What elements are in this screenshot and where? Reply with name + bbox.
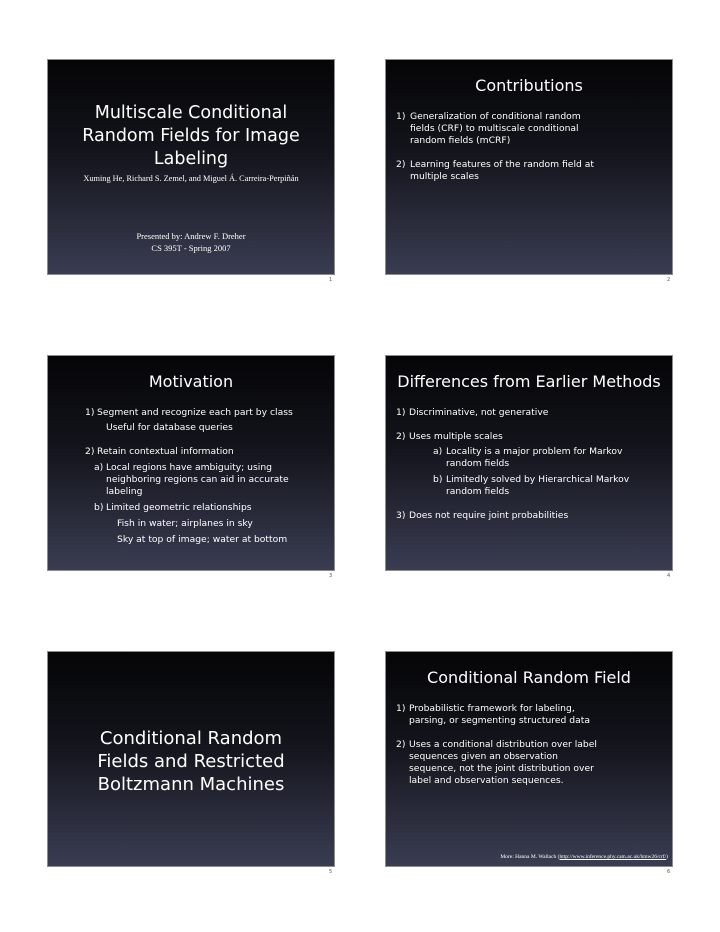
- item-label: 2): [396, 739, 406, 750]
- item-line: random fields (mCRF): [410, 135, 511, 146]
- item-label: 3): [396, 510, 406, 521]
- slide-3: [47, 355, 335, 571]
- item-line: Generalization of conditional random: [410, 111, 581, 122]
- item-label: 1): [396, 407, 406, 418]
- slide-5: [47, 651, 335, 867]
- item-label: a): [433, 446, 443, 457]
- item-label: 2): [396, 431, 406, 442]
- footer-reference: [500, 854, 668, 860]
- title-line: Random Fields for Image: [82, 126, 300, 146]
- item-label: 2): [85, 446, 95, 457]
- slide-2: [385, 59, 673, 275]
- title-line: Fields and Restricted: [97, 751, 285, 772]
- item-line: sequence, not the joint distribution over: [409, 763, 594, 774]
- item-line: Learning features of the random field at: [410, 159, 594, 170]
- item-line: Segment and recognize each part by class: [97, 407, 293, 418]
- page-number: 6: [667, 869, 671, 875]
- page-number: 1: [329, 277, 333, 283]
- item-label: b): [433, 474, 443, 485]
- item-line: sequences given an observation: [409, 751, 558, 762]
- item-line: Discriminative, not generative: [409, 407, 549, 418]
- page-number: 2: [667, 277, 671, 283]
- item-line: multiple scales: [410, 171, 479, 182]
- item-line: Sky at top of image; water at bottom: [117, 534, 288, 545]
- presenter-line: Presented by: Andrew F. Dreher: [136, 231, 246, 241]
- item-line: Local regions have ambiguity; using: [106, 462, 273, 473]
- item-line: random fields: [446, 458, 510, 469]
- page-number: 4: [667, 573, 671, 579]
- item-line: Uses a conditional distribution over label: [409, 739, 597, 750]
- page-number: 3: [329, 573, 333, 579]
- item-line: Fish in water; airplanes in sky: [117, 518, 253, 529]
- authors: Xuming He, Richard S. Zemel, and Miguel Á. Carreira-Perpiñán: [83, 174, 299, 183]
- item-line: Useful for database queries: [106, 422, 233, 433]
- item-line: labeling: [106, 486, 143, 497]
- item-label: 1): [396, 111, 406, 122]
- slide-4: [385, 355, 673, 571]
- course-line: CS 395T - Spring 2007: [151, 243, 231, 253]
- slide-title: Contributions: [475, 76, 583, 95]
- item-label: 1): [396, 703, 406, 714]
- title-line: Labeling: [153, 149, 229, 169]
- item-line: neighboring regions can aid in accurate: [106, 474, 289, 485]
- slide-title: [48, 727, 334, 796]
- item-label: a): [94, 462, 104, 473]
- slide-title: Differences from Earlier Methods: [397, 372, 661, 391]
- slide-title: [48, 102, 334, 171]
- slide-title: Conditional Random Field: [427, 668, 631, 687]
- footer-link[interactable]: http://www.inference.phy.cam.ac.uk/hmw26/crf/: [559, 854, 667, 860]
- title-line: Conditional Random: [99, 728, 283, 749]
- slide-1: [47, 59, 335, 275]
- slide-title: Motivation: [148, 372, 234, 391]
- item-line: label and observation sequences.: [409, 775, 564, 786]
- item-line: Locality is a major problem for Markov: [446, 446, 623, 457]
- item-line: Retain contextual information: [97, 446, 234, 457]
- item-line: Does not require joint probabilities: [409, 510, 569, 521]
- item-line: Uses multiple scales: [409, 431, 503, 442]
- page-number: 5: [329, 869, 333, 875]
- item-label: 2): [396, 159, 406, 170]
- slide-6: [385, 651, 673, 867]
- item-line: random fields: [446, 486, 510, 497]
- title-line: Boltzmann Machines: [97, 774, 285, 795]
- item-line: Probabilistic framework for labeling,: [409, 703, 575, 714]
- item-label: b): [94, 502, 104, 513]
- item-line: fields (CRF) to multiscale conditional: [410, 123, 579, 134]
- footer-prefix: More: Hanna M. Wallach (: [500, 854, 560, 860]
- item-line: Limitedly solved by Hierarchical Markov: [446, 474, 630, 485]
- presenter: [48, 230, 334, 254]
- title-line: Multiscale Conditional: [94, 103, 288, 123]
- item-line: Limited geometric relationships: [106, 502, 252, 513]
- item-line: parsing, or segmenting structured data: [409, 715, 590, 726]
- item-label: 1): [85, 407, 95, 418]
- footer-suffix: ): [666, 854, 668, 860]
